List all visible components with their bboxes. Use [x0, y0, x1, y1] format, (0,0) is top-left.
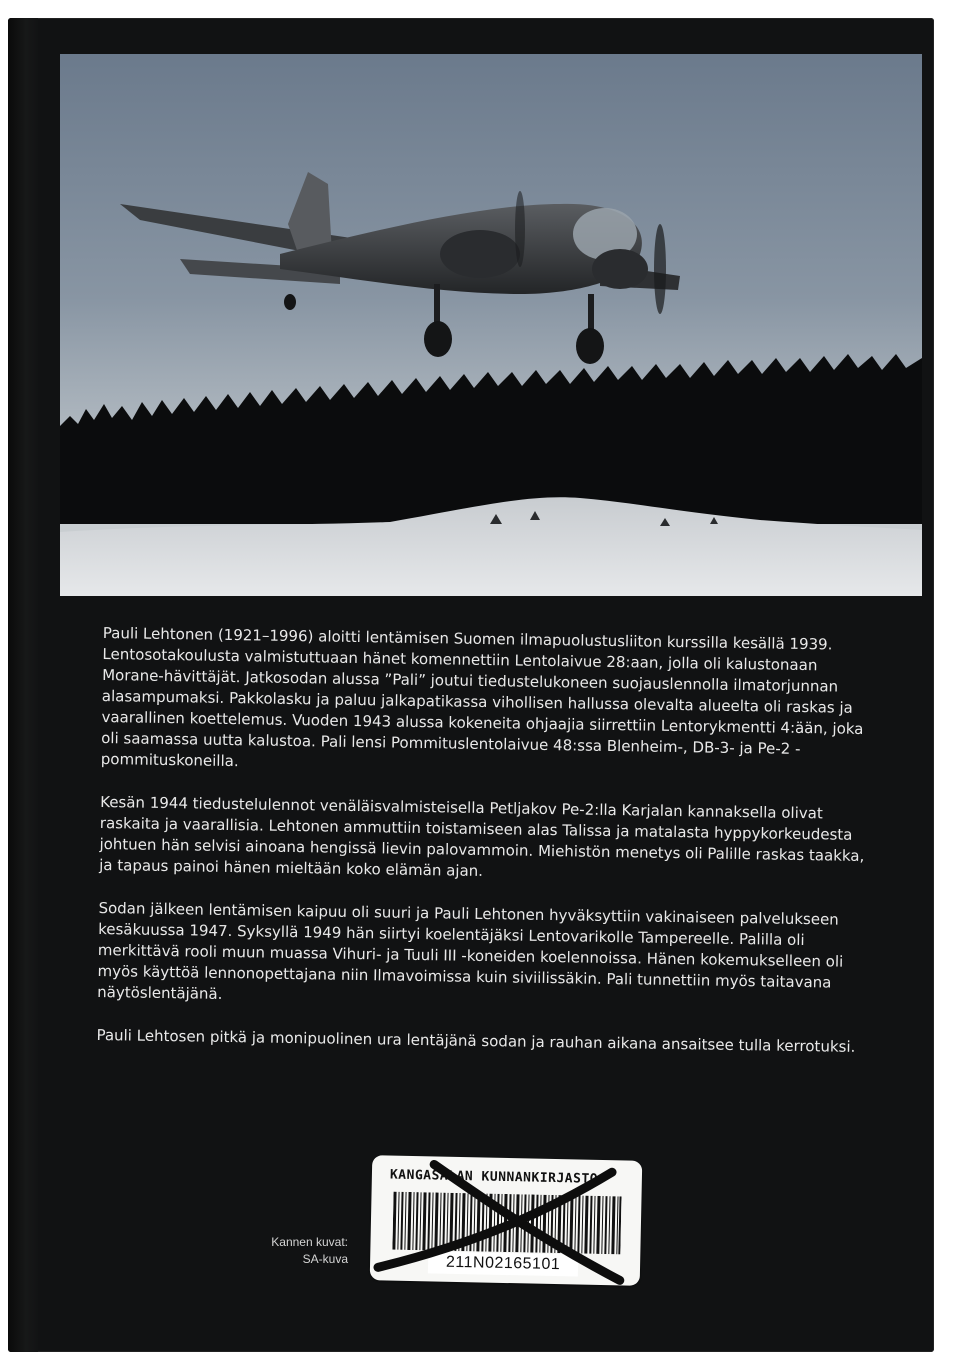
cover-photo-bomber-plane — [60, 54, 922, 596]
blurb-paragraph: Pauli Lehtosen pitkä ja monipuolinen ura lentäjänä sodan ja rauhan aikana ansaitsee tulla kerrotuksi. — [96, 1025, 856, 1056]
library-barcode-sticker — [370, 1155, 643, 1286]
cover-spine-edge — [8, 18, 38, 1352]
book-back-cover — [8, 18, 934, 1352]
credits-label: Kannen kuvat: — [271, 1235, 348, 1249]
photo-credits — [240, 1234, 348, 1268]
barcode-number: 211N02165101 — [428, 1251, 578, 1276]
blurb-paragraph: Sodan jälkeen lentämisen kaipuu oli suuri ja Pauli Lehtonen hyväksyttiin vakinaiseen palvelukseen kesäkuussa 1947. Syksyllä 1949 hän siirtyi koelentäjäksi Lentovarikolle Tampereelle. Palilla oli merkittävä rooli muun muassa Vihuri- ja Tuuli III -koneiden koelennoissa. Hänen kokemukselleen oli myös käyttöä lennonopettajana niin Ilmavoimissa kuin siviilissäkin. Pali tunnettiin myös taitavana näytöslentäjänä. — [97, 898, 844, 1003]
back-cover-blurb — [96, 623, 873, 1080]
library-name: KANGASALAN KUNNANKIRJASTO — [389, 1167, 599, 1187]
blurb-paragraph: Kesän 1944 tiedustelulennot venäläisvalmisteisella Petljakov Pe-2:lla Karjalan kannaksella olivat raskaita ja vaarallisia. Lehtonen ammuttiin toistamiseen alas Talissa ja matalasta hyppykorkeudesta johtuen hän selvisi ainoana hengissä lievin palovammoin. Miehistön menetys oli Palille raskas taakka, ja tapaus painoi hänen mieltään koko elämän ajan. — [99, 792, 865, 880]
barcode-icon — [392, 1192, 621, 1255]
blurb-paragraph: Pauli Lehtonen (1921–1996) aloitti lentämisen Suomen ilmapuolustusliiton kurssilla kesällä 1939. Lentosotakoulusta valmistuttuaan hänet komennettiin Lentolaivue 28:aan, jolla oli kalustonaan Morane-hävittäjät. Jatkosodan alussa ”Pali” joutui tiedustelukoneen suojauslennolla ilmatorjunnan alasampumaksi. Pakkolasku ja paluu jalkapatikassa vihollisen hallussa olevalta alueelta oli raskas ja vaarallinen koettelemus. Vuoden 1943 alussa kokeneita ohjaajia siirrettiin Lentorykmentti 4:ään, joka oli saamassa uutta kalustoa. Pali lensi Pommituslentolaivue 48:ssa Blenheim-, DB-3- ja Pe-2 -pommituskoneilla. — [100, 623, 864, 771]
credits-source: SA-kuva — [302, 1252, 348, 1266]
